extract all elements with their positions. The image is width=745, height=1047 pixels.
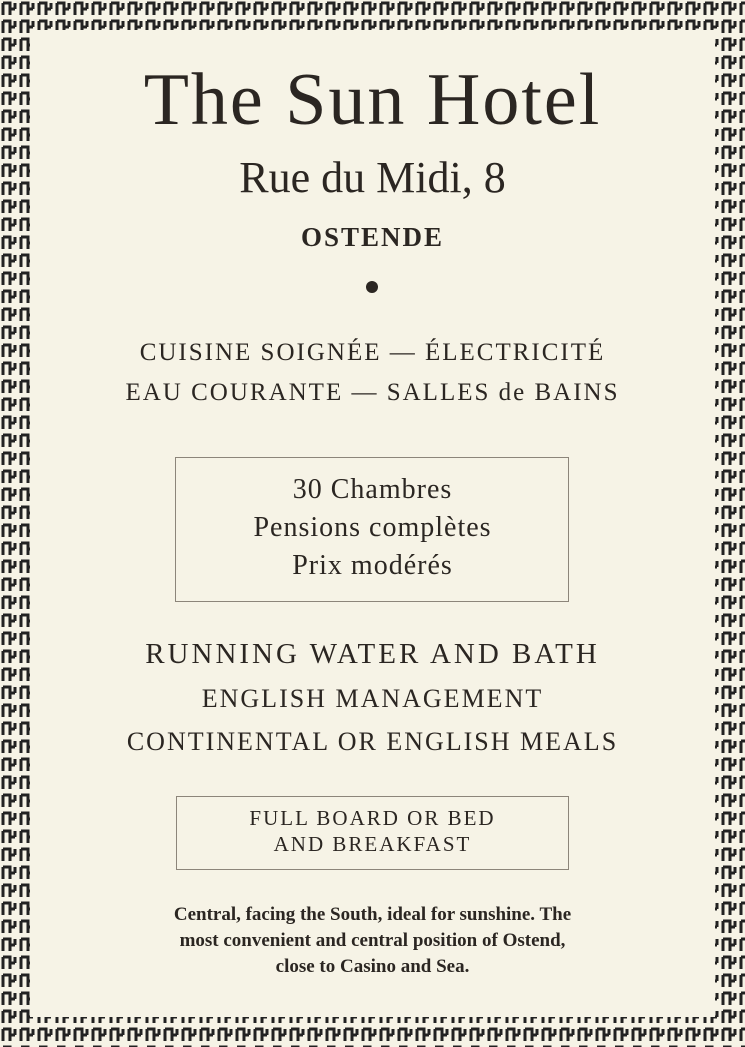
hotel-city: OSTENDE [300,222,445,252]
amenity-english-line: CONTINENTAL OR ENGLISH MEALS [126,727,619,756]
footer-line: Central, facing the South, ideal for sunshine. The [173,904,572,925]
board-line: AND BREAKFAST [273,832,472,856]
amenity-line: EAU COURANTE — SALLES de BAINS [125,379,620,406]
amenity-english-line: ENGLISH MANAGEMENT [201,684,544,713]
board-line: FULL BOARD OR BED [249,806,496,830]
rooms-count: 30 Chambres [292,474,453,505]
footer-line: close to Casino and Sea. [275,956,470,977]
rooms-price: Prix modérés [292,550,453,581]
amenity-english-line: RUNNING WATER AND BATH [145,638,600,670]
rooms-pension: Pensions complètes [253,512,492,543]
hotel-title: The Sun Hotel [143,59,602,141]
hotel-address: Rue du Midi, 8 [239,153,506,202]
footer-line: most convenient and central position of Ostend, [179,930,566,951]
bullet-divider [366,281,378,293]
amenity-line: CUISINE SOIGNÉE — ÉLECTRICITÉ [139,339,606,366]
